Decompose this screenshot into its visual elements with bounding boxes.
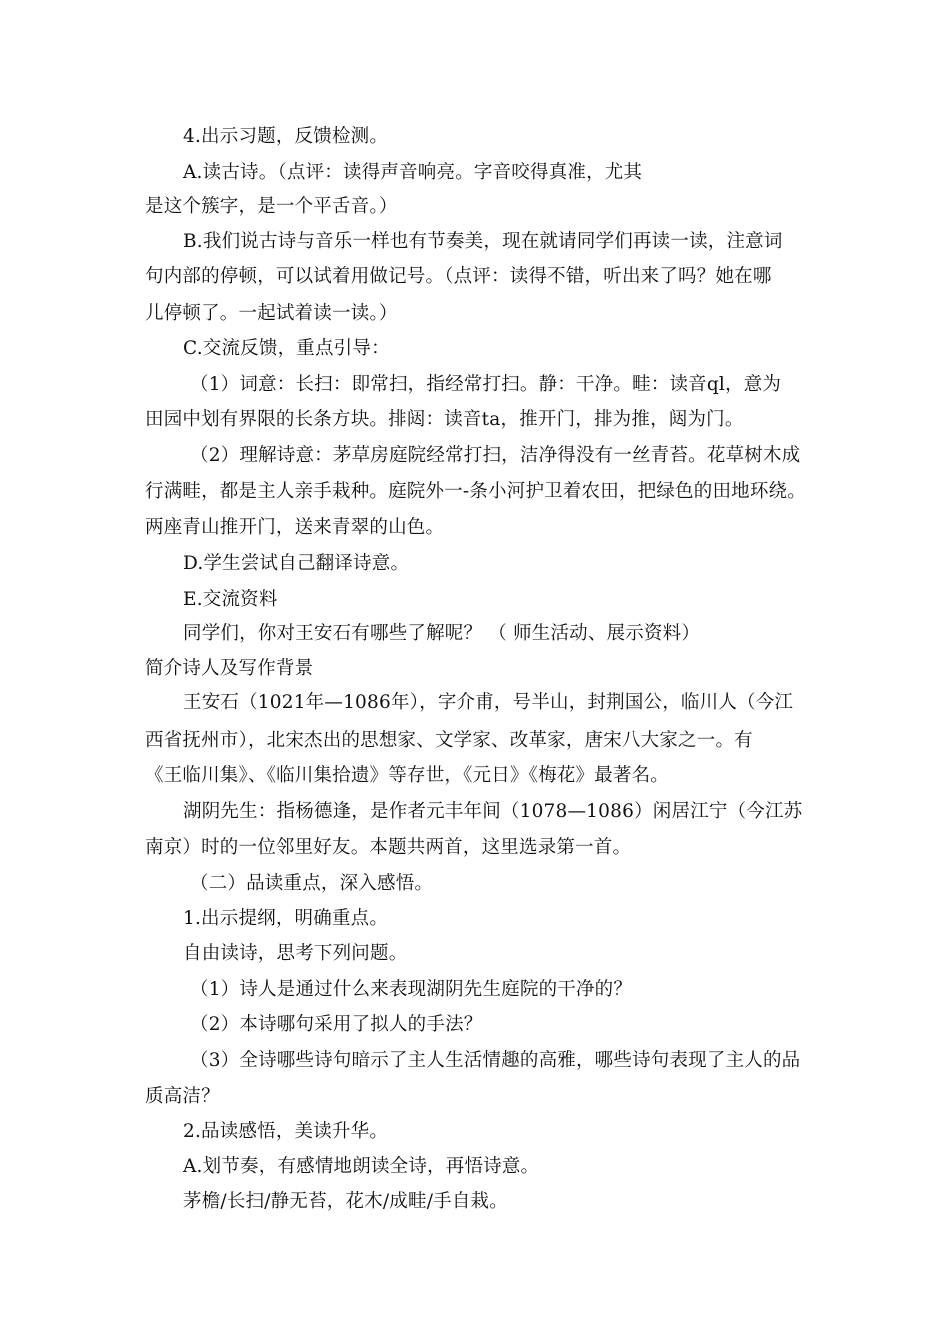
text-line: 湖阴先生：指杨德逢，是作者元丰年间（1078—1086）闲居江宁（今江苏 xyxy=(183,801,803,822)
text-line: 行满畦，都是主人亲手栽种。庭院外一-条小河护卫着农田，把绿色的田地环绕。 xyxy=(145,481,806,502)
text-line: （3）全诗哪些诗句暗示了主人生活情趣的高雅，哪些诗句表现了主人的品 xyxy=(190,1050,801,1071)
text-line: （1）诗人是通过什么来表现湖阴先生庭院的干净的？ xyxy=(190,979,633,1000)
text-line: A.读古诗。（点评：读得声音响亮。字音咬得真准，尤其 xyxy=(183,162,643,183)
text-line: 田园中划有界限的长条方块。排闼：读音ta，推开门，排为推，闼为门。 xyxy=(145,409,744,430)
text-line: E.交流资料 xyxy=(183,589,278,610)
text-line: 《王临川集》、《临川集拾遗》等存世，《元日》《梅花》最著名。 xyxy=(145,765,670,786)
text-line: 简介诗人及写作背景 xyxy=(145,658,314,679)
text-line: C.交流反馈，重点引导： xyxy=(183,338,390,359)
text-line: （1）词意：长扫：即常扫，指经常打扫。静：干净。畦：读音ql，意为 xyxy=(190,374,782,395)
text-line: 两座青山推开门，送来青翠的山色。 xyxy=(145,517,445,538)
text-line: D.学生尝试自己翻译诗意。 xyxy=(183,553,410,574)
text-line: 1.出示提纲，明确重点。 xyxy=(183,908,389,929)
text-line: 自由读诗，思考下列问题。 xyxy=(183,943,408,964)
text-line: 4.出示习题，反馈检测。 xyxy=(183,126,389,147)
text-line: 茅檐/长扫/静无苔，花木/成畦/手自栽。 xyxy=(183,1191,508,1212)
text-line: 西省抚州市），北宋杰出的思想家、文学家、改革家，唐宋八大家之一。有 xyxy=(145,730,753,751)
text-line: （2）本诗哪句采用了拟人的手法？ xyxy=(190,1014,483,1035)
text-line: （二）品读重点，深入感悟。 xyxy=(190,873,434,894)
text-line: 同学们，你对王安石有哪些了解呢？ （ 师生活动、展示资料） xyxy=(183,623,701,644)
text-line: 是这个簇字，是一个平舌音。） xyxy=(145,196,398,217)
text-line: 质高洁？ xyxy=(145,1086,220,1107)
text-line: 句内部的停顿，可以试着用做记号。（点评：读得不错，听出来了吗？她在哪 xyxy=(145,266,772,287)
text-line: A.划节奏，有感情地朗读全诗，再悟诗意。 xyxy=(183,1156,540,1177)
text-line: 王安石（1021年—1086年），字介甫，号半山，封荆国公，临川人（今江 xyxy=(183,692,794,713)
text-line: 儿停顿了。一起试着读一读。） xyxy=(145,303,398,324)
text-line: 南京）时的一位邻里好友。本题共两首，这里选录第一首。 xyxy=(145,837,632,858)
text-line: （2）理解诗意：茅草房庭院经常打扫，洁净得没有一丝青苔。花草树木成 xyxy=(190,445,801,466)
text-line: 2.品读感悟，美读升华。 xyxy=(183,1121,389,1142)
text-line: B.我们说古诗与音乐一样也有节奏美，现在就请同学们再读一读，注意词 xyxy=(183,231,783,252)
